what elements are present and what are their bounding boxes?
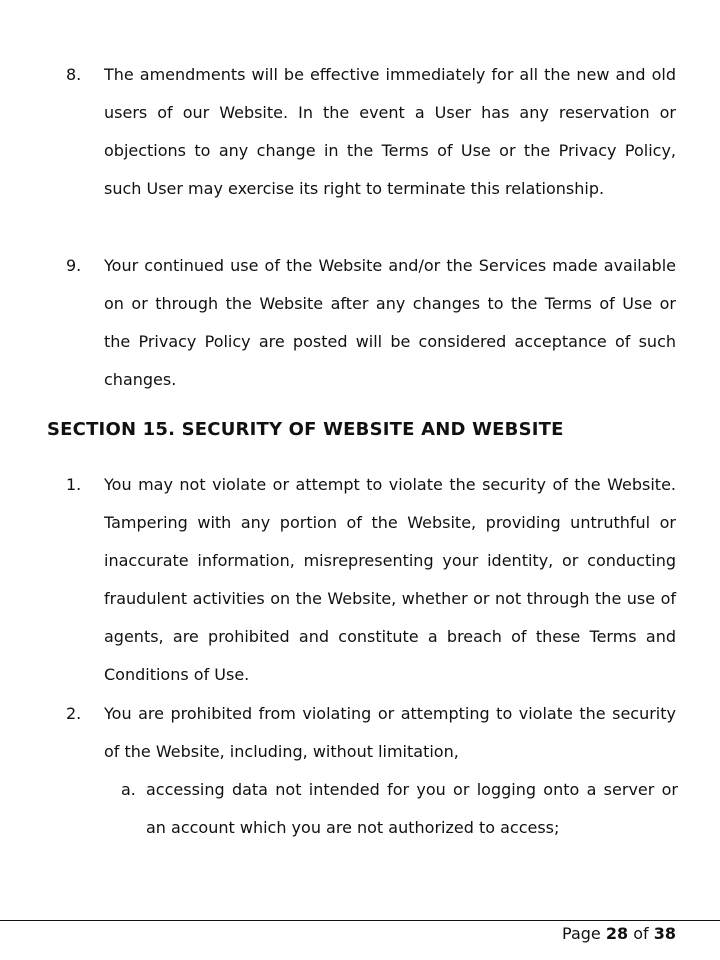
list-item-text: Your continued use of the Website and/or the Services made available on or through the Website after any changes to the Terms of Use or the Privacy Policy are posted will be considered acceptance of such changes. [104,256,676,389]
section-heading: SECTION 15. SECURITY OF WEBSITE AND WEBSITE [47,419,564,440]
sub-list-item-text: accessing data not intended for you or logging onto a server or an account which you are not authorized to access; [146,780,678,837]
list-item-number: 1. [66,475,82,494]
sub-list-item-letter: a. [121,780,136,799]
page-label: Page [562,924,601,943]
current-page-number: 28 [605,924,629,943]
list-item-text: The amendments will be effective immediately for all the new and old users of our Website. In the event a User has any reservation or objections to any change in the Terms of Use or the Privacy Policy, such User may exercise its right to terminate this relationship. [104,65,676,198]
list-item-number: 2. [66,704,82,723]
list-item-number: 8. [66,65,82,84]
total-pages-number: 38 [653,924,676,943]
of-label: of [633,924,649,943]
list-item-text: You may not violate or attempt to violate the security of the Website. Tampering with any portion of the Website, providing untruthful or inaccurate information, misrepresenting your identity, or conducting fraudulent activities on the Website, whether or not through the use of agents, are prohibited and constitute a breach of these Terms and Conditions of Use. [104,475,676,684]
list-item-text: You are prohibited from violating or attempting to violate the security of the Website, including, without limitation, [104,704,676,761]
footer-divider [0,920,720,921]
list-item-number: 9. [66,256,82,275]
page-number [562,924,676,943]
